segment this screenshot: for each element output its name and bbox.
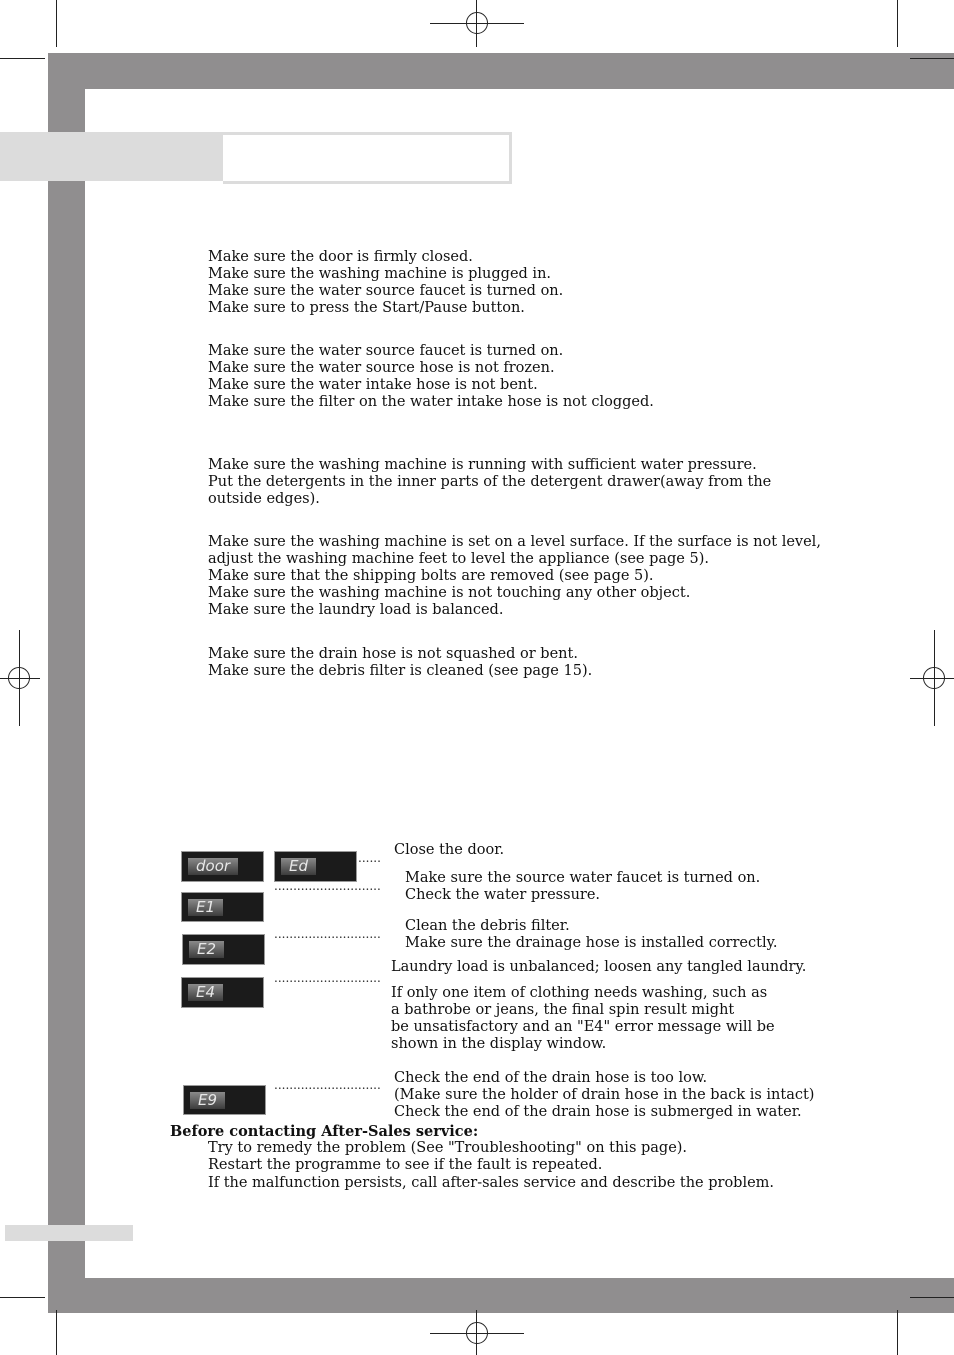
display-code-e2 [182, 934, 265, 965]
leader-dots: ...... [358, 851, 381, 865]
registration-mark-icon [8, 667, 30, 689]
page-number-tab [5, 1225, 133, 1241]
code-label: E1 [188, 899, 223, 916]
checklist-item: Make sure the water source faucet is turned on. [208, 343, 564, 359]
after-sales-heading: Before contacting After-Sales service: [170, 1123, 479, 1140]
solution-text: be unsatisfactory and an "E4" error message will be [391, 1019, 775, 1035]
solution-text: Close the door. [394, 842, 505, 858]
solution-text: If only one item of clothing needs washing, such as [391, 985, 768, 1001]
solution-text: shown in the display window. [391, 1036, 607, 1052]
solution-text: Clean the debris filter. [405, 918, 570, 934]
display-code-e4 [181, 977, 264, 1008]
checklist-item: Make sure the water source faucet is turned on. [208, 283, 564, 299]
after-sales-item: Restart the programme to see if the fault is repeated. [208, 1157, 603, 1173]
checklist-item: Make sure the laundry load is balanced. [208, 602, 504, 618]
checklist-item: Make sure the washing machine is plugged in. [208, 266, 552, 282]
checklist-item: adjust the washing machine feet to level the appliance (see page 5). [208, 551, 709, 567]
leader-dots: ............................ [274, 971, 381, 985]
checklist-item: Make sure the water source hose is not frozen. [208, 360, 555, 376]
section-title-box [223, 132, 512, 184]
code-label: door [188, 858, 238, 875]
page-frame-left [48, 53, 85, 1313]
checklist-item: Make sure the debris filter is cleaned (see page 15). [208, 663, 593, 679]
display-code-door [181, 851, 264, 882]
display-code-e9 [183, 1085, 266, 1115]
registration-mark-icon [466, 1322, 488, 1344]
solution-text: Make sure the source water faucet is turned on. [405, 870, 761, 886]
checklist-item: Make sure the washing machine is not touching any other object. [208, 585, 691, 601]
code-label: E4 [188, 984, 223, 1001]
solution-text: Check the end of the drain hose is submerged in water. [394, 1104, 802, 1120]
leader-dots: ............................ [274, 927, 381, 941]
checklist-item: Make sure that the shipping bolts are removed (see page 5). [208, 568, 654, 584]
page-frame-top [48, 53, 954, 89]
checklist-item: Make sure the filter on the water intake hose is not clogged. [208, 394, 654, 410]
solution-text: Make sure the drainage hose is installed correctly. [405, 935, 778, 951]
display-code-e1 [181, 892, 264, 922]
solution-text: a bathrobe or jeans, the final spin result might [391, 1002, 735, 1018]
solution-text: Check the water pressure. [405, 887, 601, 903]
display-code-ed [274, 851, 357, 882]
leader-dots: ............................ [274, 879, 381, 893]
checklist-item: Put the detergents in the inner parts of the detergent drawer(away from the [208, 474, 772, 490]
solution-text: Check the end of the drain hose is too low. [394, 1070, 708, 1086]
page-frame-bottom [48, 1278, 954, 1313]
registration-mark-icon [923, 667, 945, 689]
checklist-item: Make sure the washing machine is set on a level surface. If the surface is not level, [208, 534, 821, 550]
checklist-item: Make sure to press the Start/Pause button. [208, 300, 525, 316]
after-sales-item: Try to remedy the problem (See "Troubleshooting" on this page). [208, 1140, 688, 1156]
leader-dots: ............................ [274, 1078, 381, 1092]
solution-text: (Make sure the holder of drain hose in the back is intact) [394, 1087, 815, 1103]
code-label: E2 [189, 941, 224, 958]
code-label: Ed [281, 858, 316, 875]
registration-mark-icon [466, 12, 488, 34]
section-tab-background [0, 132, 225, 181]
solution-text: Laundry load is unbalanced; loosen any tangled laundry. [391, 959, 807, 975]
checklist-item: outside edges). [208, 491, 320, 507]
after-sales-item: If the malfunction persists, call after-sales service and describe the problem. [208, 1175, 775, 1191]
checklist-item: Make sure the washing machine is running with sufficient water pressure. [208, 457, 757, 473]
code-label: E9 [190, 1092, 225, 1109]
checklist-item: Make sure the water intake hose is not bent. [208, 377, 538, 393]
checklist-item: Make sure the drain hose is not squashed or bent. [208, 646, 578, 662]
checklist-item: Make sure the door is firmly closed. [208, 249, 473, 265]
